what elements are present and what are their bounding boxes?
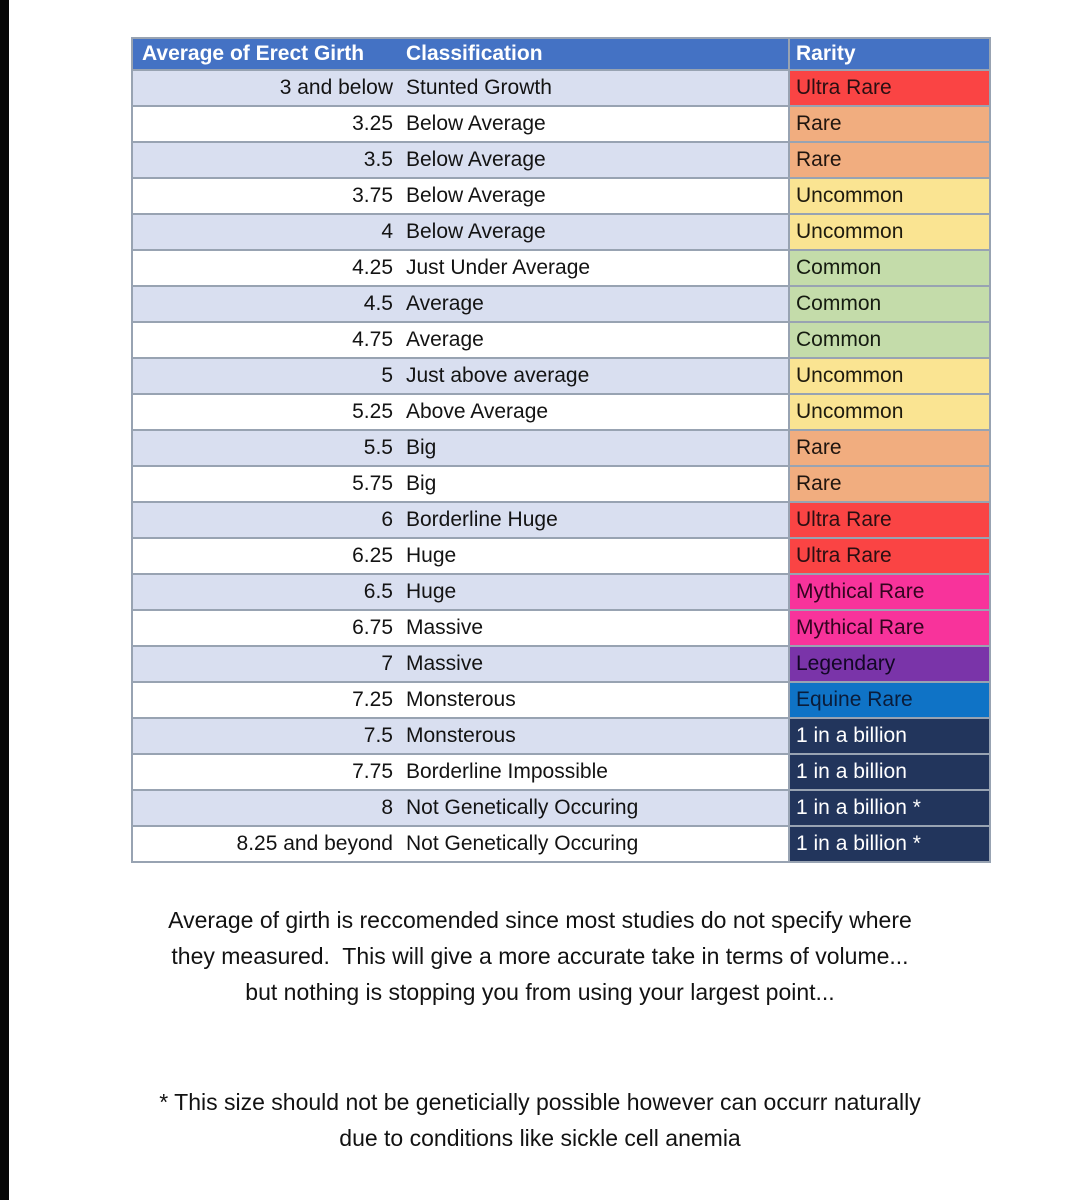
girth-cell: 6 bbox=[132, 502, 400, 538]
classification-cell: Not Genetically Occuring bbox=[400, 790, 789, 826]
table-row bbox=[132, 322, 990, 358]
girth-cell: 7.5 bbox=[132, 718, 400, 754]
table-row bbox=[132, 610, 990, 646]
girth-cell: 8.25 and beyond bbox=[132, 826, 400, 862]
classification-cell: Not Genetically Occuring bbox=[400, 826, 789, 862]
classification-cell: Below Average bbox=[400, 106, 789, 142]
classification-cell: Big bbox=[400, 466, 789, 502]
girth-cell: 7.25 bbox=[132, 682, 400, 718]
girth-cell: 7.75 bbox=[132, 754, 400, 790]
girth-cell: 6.75 bbox=[132, 610, 400, 646]
table-row bbox=[132, 430, 990, 466]
classification-cell: Just above average bbox=[400, 358, 789, 394]
classification-cell: Massive bbox=[400, 646, 789, 682]
classification-cell: Monsterous bbox=[400, 718, 789, 754]
classification-cell: Monsterous bbox=[400, 682, 789, 718]
left-edge-black-strip bbox=[0, 0, 9, 1200]
table-row bbox=[132, 178, 990, 214]
rarity-cell: Common bbox=[789, 286, 990, 322]
classification-cell: Average bbox=[400, 286, 789, 322]
girth-cell: 5.75 bbox=[132, 466, 400, 502]
girth-cell: 8 bbox=[132, 790, 400, 826]
table-row bbox=[132, 682, 990, 718]
note-line: * This size should not be geneticially possible however can occurr naturally bbox=[159, 1089, 921, 1115]
table-row bbox=[132, 394, 990, 430]
rarity-cell: Ultra Rare bbox=[789, 502, 990, 538]
girth-cell: 3 and below bbox=[132, 70, 400, 106]
table-row bbox=[132, 70, 990, 106]
girth-cell: 3.75 bbox=[132, 178, 400, 214]
classification-cell: Borderline Impossible bbox=[400, 754, 789, 790]
classification-cell: Below Average bbox=[400, 142, 789, 178]
column-header-rarity: Rarity bbox=[789, 38, 990, 70]
note-average-girth bbox=[0, 902, 1080, 1010]
column-header-classification: Classification bbox=[400, 38, 789, 70]
girth-cell: 5 bbox=[132, 358, 400, 394]
classification-cell: Massive bbox=[400, 610, 789, 646]
rarity-cell: Uncommon bbox=[789, 214, 990, 250]
rarity-cell: Mythical Rare bbox=[789, 574, 990, 610]
classification-cell: Above Average bbox=[400, 394, 789, 430]
note-line: Average of girth is reccomended since most studies do not specify where bbox=[168, 907, 912, 933]
classification-cell: Just Under Average bbox=[400, 250, 789, 286]
classification-cell: Average bbox=[400, 322, 789, 358]
girth-cell: 4.25 bbox=[132, 250, 400, 286]
table-row bbox=[132, 718, 990, 754]
column-header-girth: Average of Erect Girth bbox=[132, 38, 400, 70]
rarity-cell: Common bbox=[789, 250, 990, 286]
note-line: due to conditions like sickle cell anemia bbox=[339, 1125, 741, 1151]
table-row bbox=[132, 502, 990, 538]
note-line: they measured. This will give a more accurate take in terms of volume... bbox=[171, 943, 909, 969]
rarity-cell: Mythical Rare bbox=[789, 610, 990, 646]
girth-cell: 6.25 bbox=[132, 538, 400, 574]
rarity-cell: Ultra Rare bbox=[789, 538, 990, 574]
girth-cell: 6.5 bbox=[132, 574, 400, 610]
rarity-cell: Equine Rare bbox=[789, 682, 990, 718]
table-row bbox=[132, 646, 990, 682]
table-row bbox=[132, 466, 990, 502]
rarity-cell: Rare bbox=[789, 466, 990, 502]
rarity-cell: 1 in a billion * bbox=[789, 826, 990, 862]
classification-cell: Stunted Growth bbox=[400, 70, 789, 106]
table-row bbox=[132, 538, 990, 574]
girth-cell: 7 bbox=[132, 646, 400, 682]
girth-cell: 4.5 bbox=[132, 286, 400, 322]
table-row bbox=[132, 574, 990, 610]
girth-cell: 3.25 bbox=[132, 106, 400, 142]
rarity-cell: Rare bbox=[789, 430, 990, 466]
table-header bbox=[132, 38, 990, 70]
table-row bbox=[132, 358, 990, 394]
classification-cell: Big bbox=[400, 430, 789, 466]
table-row bbox=[132, 142, 990, 178]
girth-cell: 4.75 bbox=[132, 322, 400, 358]
rarity-cell: Ultra Rare bbox=[789, 70, 990, 106]
rarity-cell: Uncommon bbox=[789, 394, 990, 430]
girth-cell: 5.5 bbox=[132, 430, 400, 466]
girth-cell: 4 bbox=[132, 214, 400, 250]
girth-classification-table bbox=[131, 37, 991, 863]
girth-cell: 3.5 bbox=[132, 142, 400, 178]
rarity-cell: 1 in a billion * bbox=[789, 790, 990, 826]
rarity-cell: Uncommon bbox=[789, 358, 990, 394]
header-row bbox=[132, 38, 990, 70]
rarity-cell: Legendary bbox=[789, 646, 990, 682]
table-row bbox=[132, 826, 990, 862]
rarity-cell: 1 in a billion bbox=[789, 754, 990, 790]
classification-cell: Below Average bbox=[400, 214, 789, 250]
table-row bbox=[132, 250, 990, 286]
girth-table-body bbox=[132, 70, 990, 862]
table-row bbox=[132, 790, 990, 826]
classification-cell: Below Average bbox=[400, 178, 789, 214]
table-row bbox=[132, 106, 990, 142]
classification-cell: Huge bbox=[400, 538, 789, 574]
rarity-cell: Rare bbox=[789, 106, 990, 142]
classification-cell: Huge bbox=[400, 574, 789, 610]
rarity-cell: Uncommon bbox=[789, 178, 990, 214]
girth-cell: 5.25 bbox=[132, 394, 400, 430]
table-row bbox=[132, 214, 990, 250]
rarity-cell: Common bbox=[789, 322, 990, 358]
rarity-cell: 1 in a billion bbox=[789, 718, 990, 754]
table-row bbox=[132, 286, 990, 322]
note-line: but nothing is stopping you from using your largest point... bbox=[245, 979, 835, 1005]
table-row bbox=[132, 754, 990, 790]
classification-cell: Borderline Huge bbox=[400, 502, 789, 538]
note-asterisk bbox=[0, 1084, 1080, 1156]
rarity-cell: Rare bbox=[789, 142, 990, 178]
